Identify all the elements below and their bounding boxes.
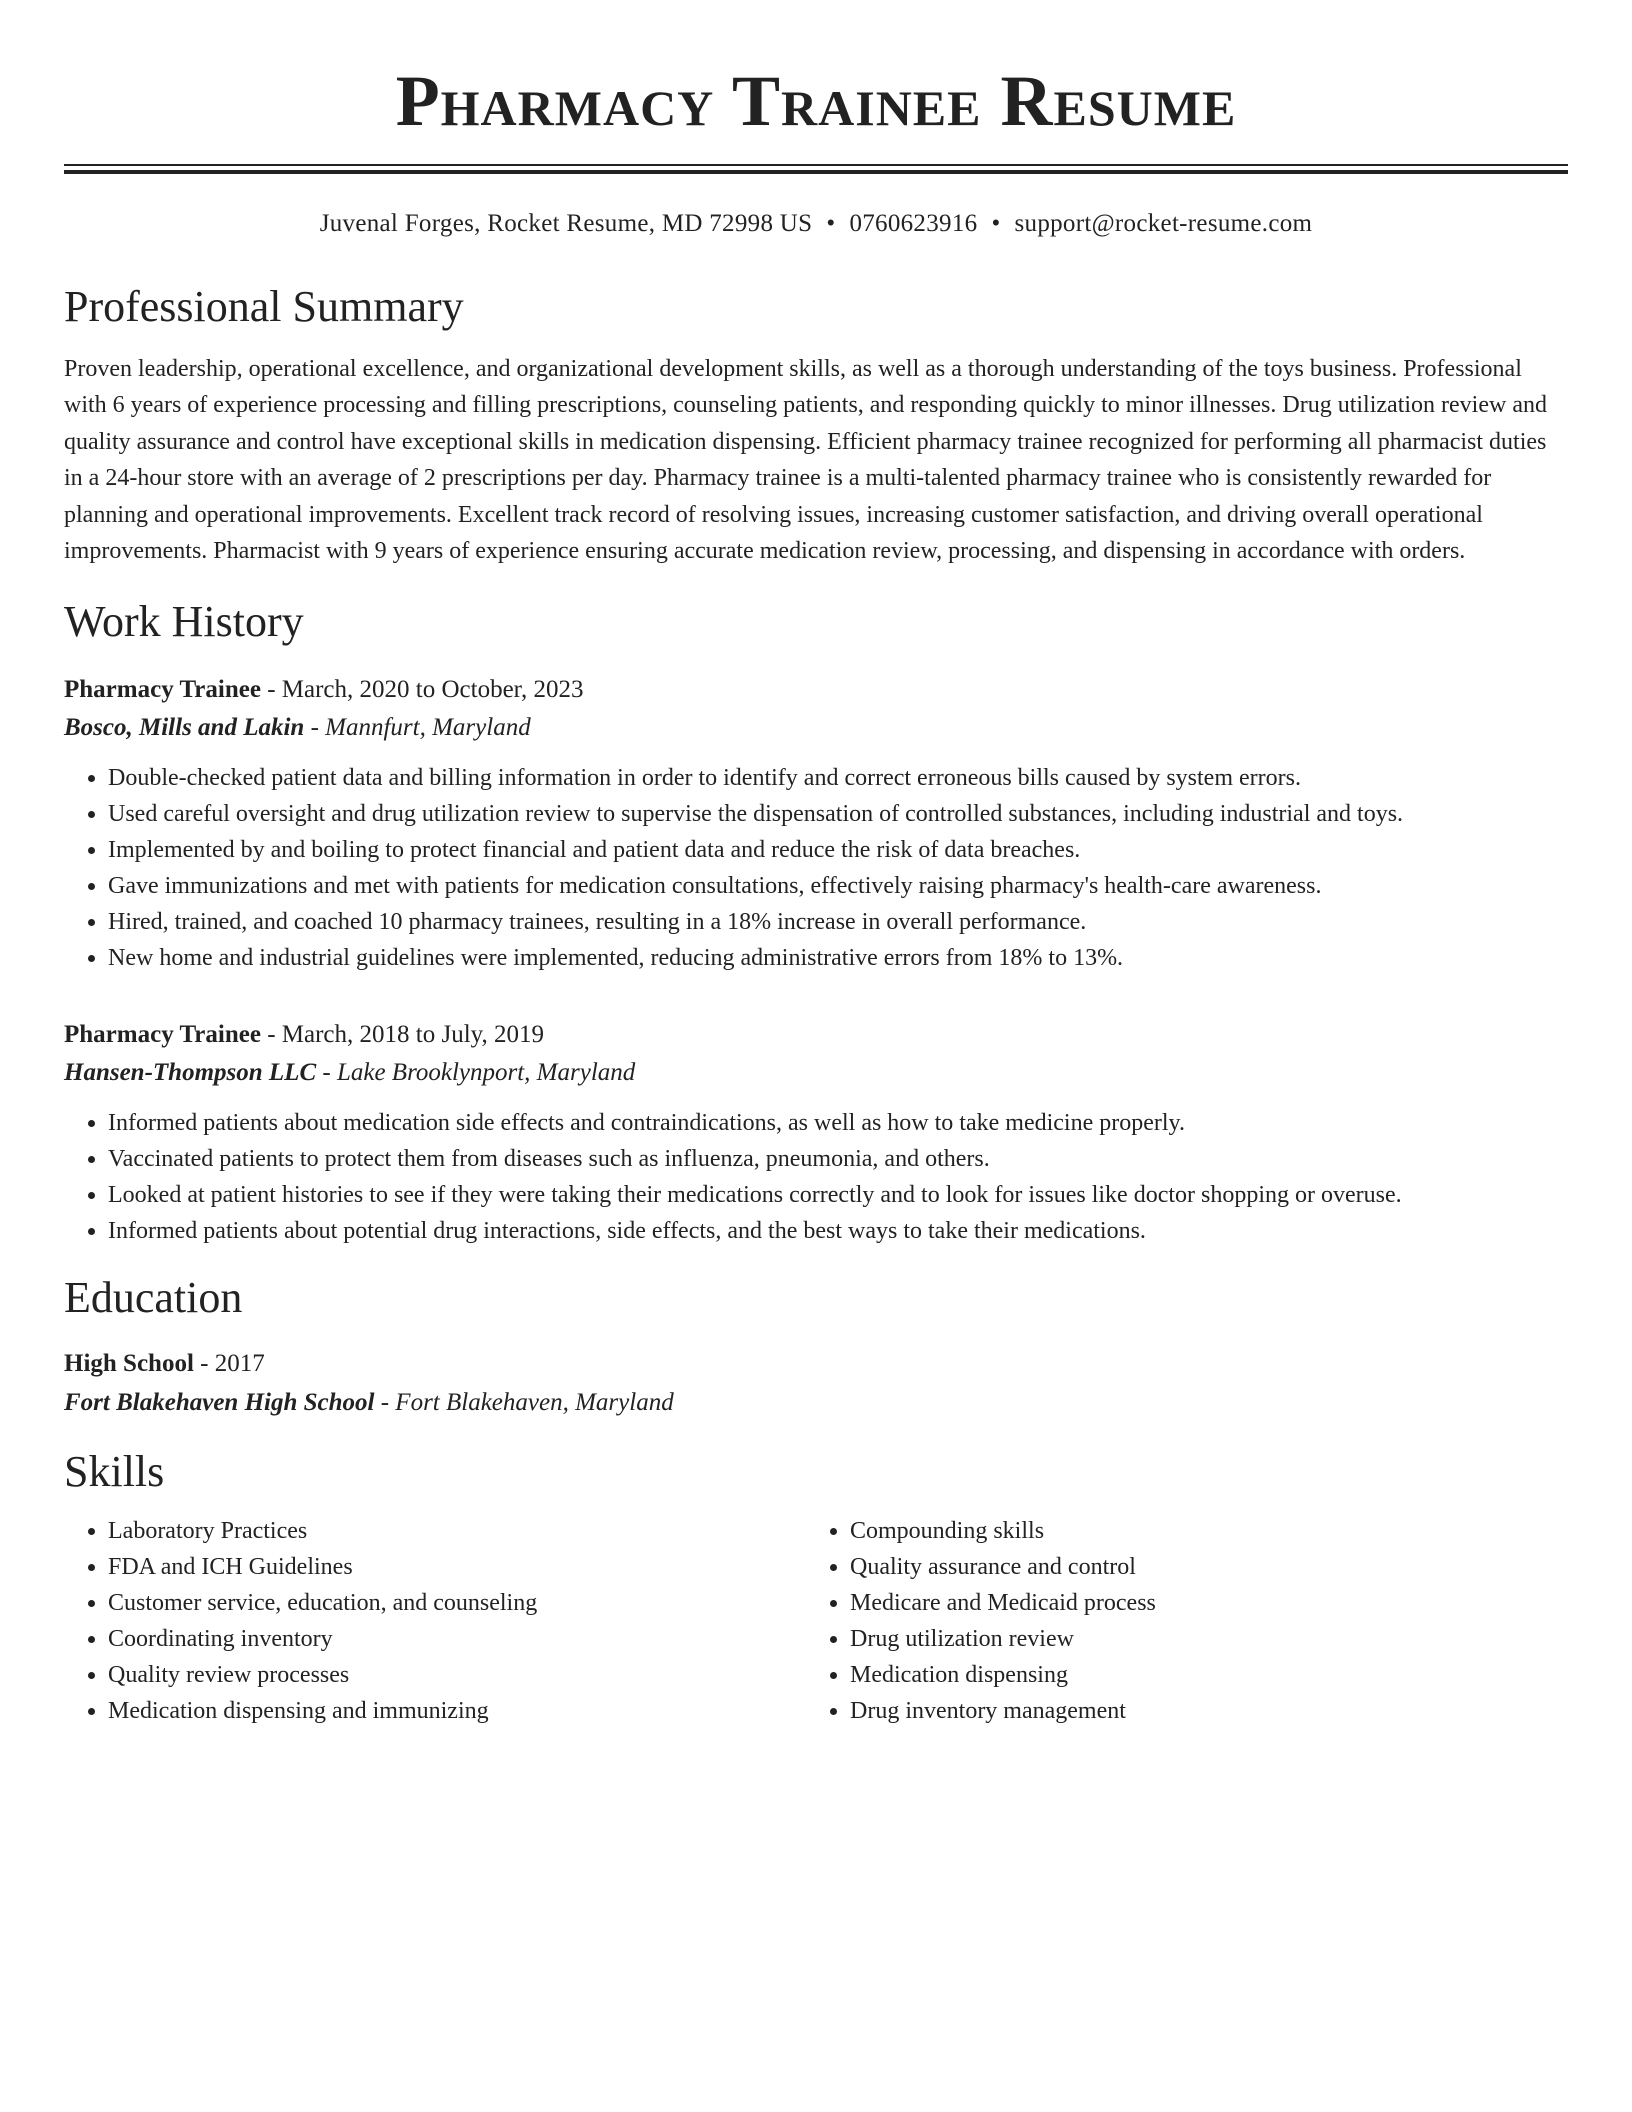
job-dates: - March, 2020 to October, 2023 <box>260 676 584 704</box>
contact-line <box>64 208 1568 240</box>
job-location: - Mannfurt, Maryland <box>304 714 531 742</box>
work-history-heading: Work History <box>64 597 304 647</box>
job-company-line <box>64 709 1568 747</box>
job-bullet: • Used careful oversight and drug utilization review to supervise the dispensation of controlled substances, including industrial and toys. <box>108 796 1568 832</box>
skill-item: • Quality assurance and control <box>850 1549 1548 1585</box>
skill-item: • Laboratory Practices <box>108 1513 806 1549</box>
education-year: - 2017 <box>193 1350 265 1378</box>
skills-heading: Skills <box>64 1447 165 1497</box>
education-location: - Fort Blakehaven, Maryland <box>374 1389 674 1417</box>
skill-item: • Drug inventory management <box>850 1693 1548 1729</box>
education-degree: High School <box>64 1350 194 1378</box>
skill-item: • Compounding skills <box>850 1513 1548 1549</box>
job-bullet: • Hired, trained, and coached 10 pharmacy trainees, resulting in a 18% increase in overall performance. <box>108 904 1568 940</box>
job-company: Bosco, Mills and Lakin <box>64 714 305 742</box>
education-entry <box>64 1345 1568 1423</box>
skill-item: • FDA and ICH Guidelines <box>108 1549 806 1585</box>
skill-item: • Medication dispensing <box>850 1657 1548 1693</box>
job-bullet: • Informed patients about medication side effects and contraindications, as well as how to take medicine properly. <box>108 1105 1568 1141</box>
contact-separator: • <box>991 210 1001 237</box>
skill-item: • Coordinating inventory <box>108 1621 806 1657</box>
job-bullets <box>64 1105 1568 1249</box>
skill-item: • Customer service, education, and counseling <box>108 1585 806 1621</box>
job-bullet: • Implemented by and boiling to protect financial and patient data and reduce the risk of data breaches. <box>108 832 1568 868</box>
skills-list-right <box>806 1513 1548 1729</box>
job-company-line <box>64 1054 1568 1092</box>
job-bullet: • Gave immunizations and met with patients for medication consultations, effectively raising pharmacy's health-care awareness. <box>108 868 1568 904</box>
title-double-rule <box>64 164 1568 174</box>
contact-email: support@rocket-resume.com <box>1014 210 1313 237</box>
job-title: Pharmacy Trainee <box>64 676 261 704</box>
summary-text: Proven leadership, operational excellence, and organizational development skills, as well as a thorough understanding of the toys business. Professional with 6 years of experience processing and filling prescriptions, counseling patients, and responding quickly to minor illnesses. Drug utilization review and quality assurance and control have exceptional skills in medication dispensing. Efficient pharmacy trainee recognized for performing all pharmacist duties in a 24-hour store with an average of 2 prescriptions per day. Pharmacy trainee is a multi-talented pharmacy trainee who is consistently rewarded for planning and operational improvements. Excellent track record of resolving issues, increasing customer satisfaction, and driving overall operational improvements. Pharmacist with 9 years of experience ensuring accurate medication review, processing, and dispensing in accordance with orders. <box>64 356 1547 565</box>
job-company: Hansen-Thompson LLC <box>64 1059 317 1087</box>
job-bullet: • New home and industrial guidelines were implemented, reducing administrative errors from 18% to 13%. <box>108 940 1568 976</box>
skill-item: • Medication dispensing and immunizing <box>108 1693 806 1729</box>
job-bullet: • Informed patients about potential drug interactions, side effects, and the best ways to take their medications. <box>108 1213 1568 1249</box>
contact-separator: • <box>826 210 836 237</box>
skill-item: • Drug utilization review <box>850 1621 1548 1657</box>
education-heading: Education <box>64 1273 243 1323</box>
skill-item: • Quality review processes <box>108 1657 806 1693</box>
skills-columns <box>64 1513 1568 1729</box>
job-entry <box>64 1016 1568 1249</box>
contact-phone: 0760623916 <box>849 210 978 237</box>
job-title-line <box>64 1016 1568 1054</box>
skills-list-left <box>64 1513 806 1729</box>
job-dates: - March, 2018 to July, 2019 <box>260 1021 545 1049</box>
job-entry <box>64 671 1568 976</box>
job-title: Pharmacy Trainee <box>64 1021 261 1049</box>
job-bullet: • Looked at patient histories to see if they were taking their medications correctly and to look for issues like doctor shopping or overuse. <box>108 1177 1568 1213</box>
skill-item: • Medicare and Medicaid process <box>850 1585 1548 1621</box>
job-location: - Lake Brooklynport, Maryland <box>316 1059 636 1087</box>
job-title-line <box>64 671 1568 709</box>
summary-heading: Professional Summary <box>64 282 464 331</box>
education-degree-line <box>64 1345 1568 1383</box>
page-title: Pharmacy Trainee Resume <box>395 61 1237 141</box>
education-school-line <box>64 1383 1568 1423</box>
job-bullets <box>64 760 1568 976</box>
education-school: Fort Blakehaven High School <box>64 1389 375 1417</box>
job-bullet: • Double-checked patient data and billing information in order to identify and correct erroneous bills caused by system errors. <box>108 760 1568 796</box>
contact-address: Juvenal Forges, Rocket Resume, MD 72998 US <box>319 210 813 237</box>
job-bullet: • Vaccinated patients to protect them from diseases such as influenza, pneumonia, and others. <box>108 1141 1568 1177</box>
